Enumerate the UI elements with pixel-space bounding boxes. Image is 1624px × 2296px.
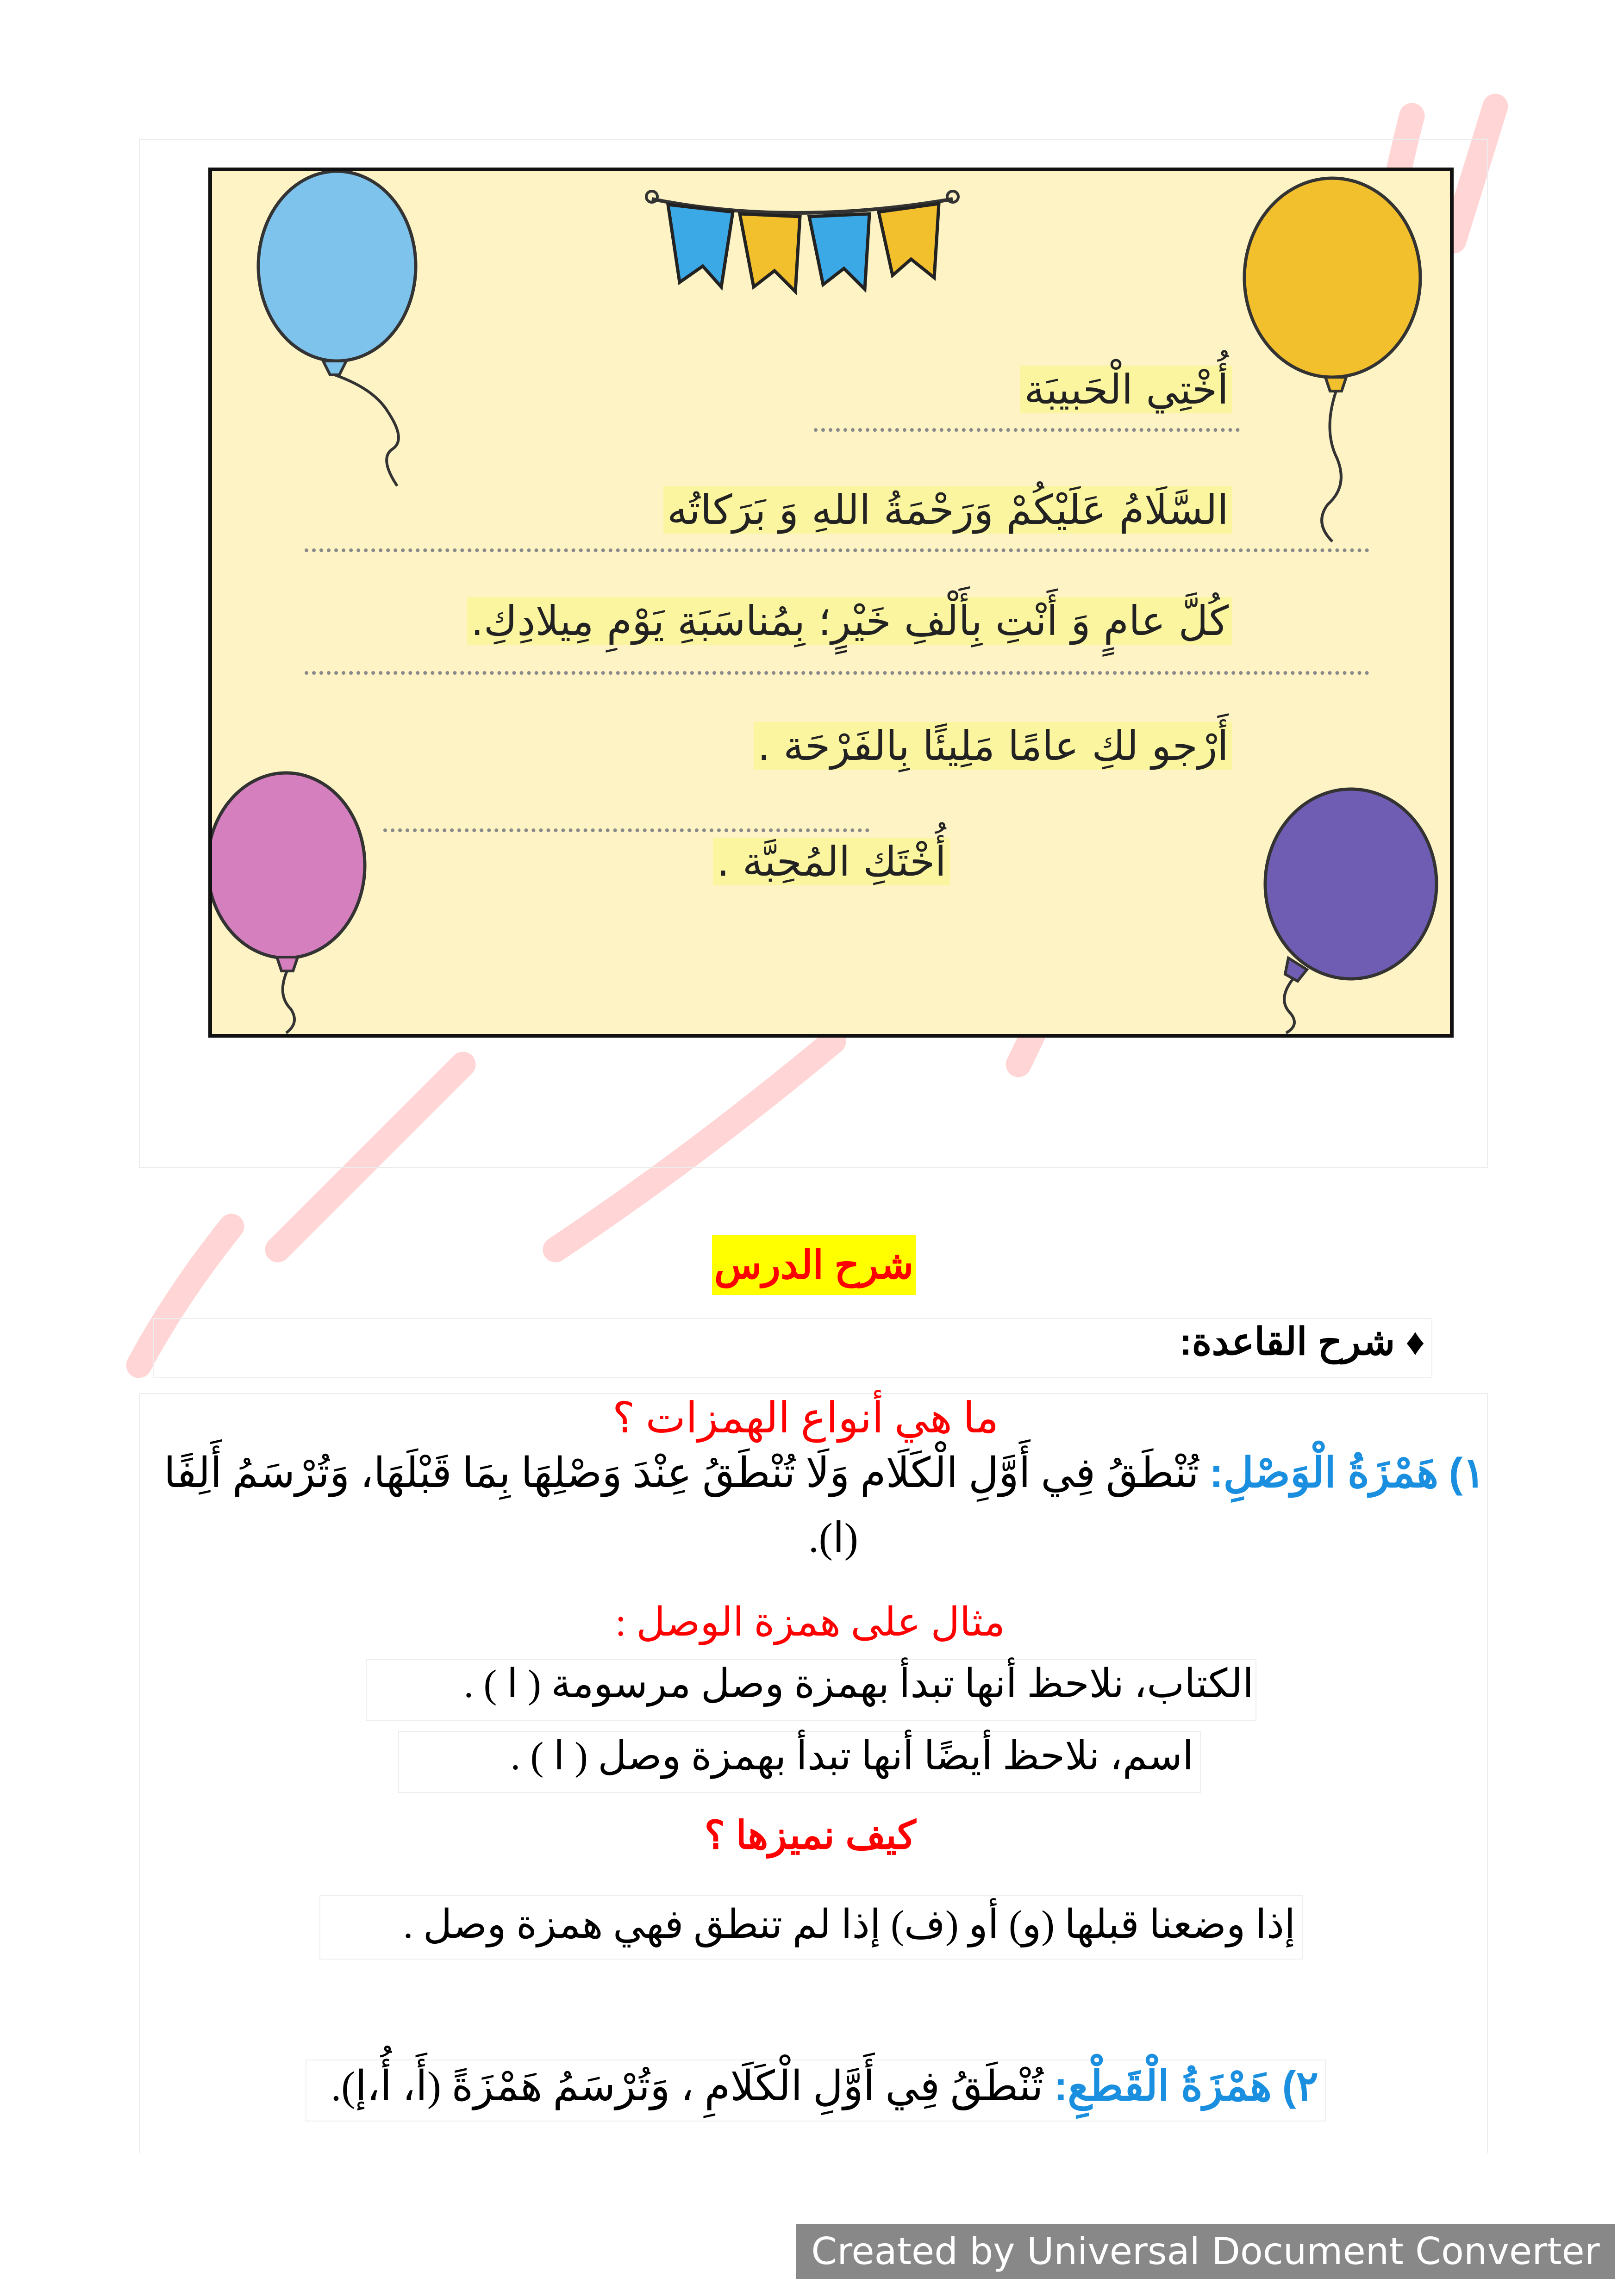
card-signature: أُخْتَكِ المُحِبَّة . bbox=[713, 838, 950, 885]
question-types: ما هي أنواع الهمزات ؟ bbox=[612, 1394, 999, 1442]
yellow-balloon-icon bbox=[1244, 178, 1420, 541]
example-1: الكتاب، نلاحظ أنها تبدأ بهمزة وصل مرسومة ( ا ) . bbox=[463, 1661, 1254, 1706]
dotted-line bbox=[814, 428, 1240, 432]
card-salam: السَّلَامُ عَلَيْكُمْ وَرَحْمَةُ اللهِ وَ بَرَكاتُه bbox=[663, 486, 1232, 534]
qat-term: هَمْزَةُ الْقَطْعِ: bbox=[1054, 2063, 1272, 2109]
dotted-line bbox=[383, 828, 869, 832]
lesson-title: شرح الدرس bbox=[712, 1235, 916, 1295]
footer-banner: Created by Universal Document Converter bbox=[796, 2224, 1615, 2279]
card-wish: كُلَّ عامٍ وَ أَنْتِ بِأَلْفِ خَيْرٍ؛ بِمُناسَبَةِ يَوْمِ مِيلادِكِ. bbox=[467, 597, 1232, 645]
qat-definition-text: تُنْطَقُ فِي أَوَّلِ الْكَلَامِ ، وَتُرْسَمُ هَمْزَةً (أَ، أُ،إ). bbox=[331, 2064, 1043, 2109]
how-heading: كيف نميزها ؟ bbox=[704, 1813, 916, 1857]
pink-balloon-icon bbox=[212, 773, 365, 1033]
qat-number: ٢) bbox=[1282, 2063, 1318, 2109]
birthday-card bbox=[208, 168, 1454, 1038]
dotted-line bbox=[305, 671, 1369, 675]
blue-balloon-icon bbox=[258, 171, 416, 486]
card-greeting: أُخْتِي الْحَبيبَة bbox=[1020, 366, 1232, 413]
wasl-number: ١) bbox=[1449, 1450, 1485, 1496]
dotted-line bbox=[305, 548, 1369, 552]
wasl-term: هَمْزَةُ الْوَصْلِ: bbox=[1209, 1450, 1439, 1496]
card-hope: أَرْجو لكِ عامًا مَلِيئًا بِالفَرْحَة . bbox=[754, 722, 1232, 770]
qat-definition bbox=[331, 2062, 1318, 2110]
how-text: إذا وضعنا قبلها (و) أو (ف) إذا لم تنطق فهي همزة وصل . bbox=[403, 1902, 1295, 1947]
wasl-definition bbox=[164, 1449, 1485, 1497]
example-2: اسم، نلاحظ أيضًا أنها تبدأ بهمزة وصل ( ا ) . bbox=[510, 1734, 1193, 1778]
rule-heading: ♦ شرح القاعدة: bbox=[1179, 1321, 1425, 1363]
bunting-icon bbox=[646, 191, 958, 292]
example-heading: مثال على همزة الوصل : bbox=[615, 1600, 1006, 1644]
wasl-definition-text: تُنْطَقُ فِي أَوَّلِ الْكَلَام وَلَا تُنْطَقُ عِنْدَ وَصْلِهَا بِمَا قَبْلَهَا، وَتُرْسَمُ أَلِفًا bbox=[163, 1450, 1199, 1496]
purple-balloon-icon bbox=[1265, 789, 1437, 1033]
wasl-definition-end: (ا). bbox=[808, 1515, 858, 1561]
